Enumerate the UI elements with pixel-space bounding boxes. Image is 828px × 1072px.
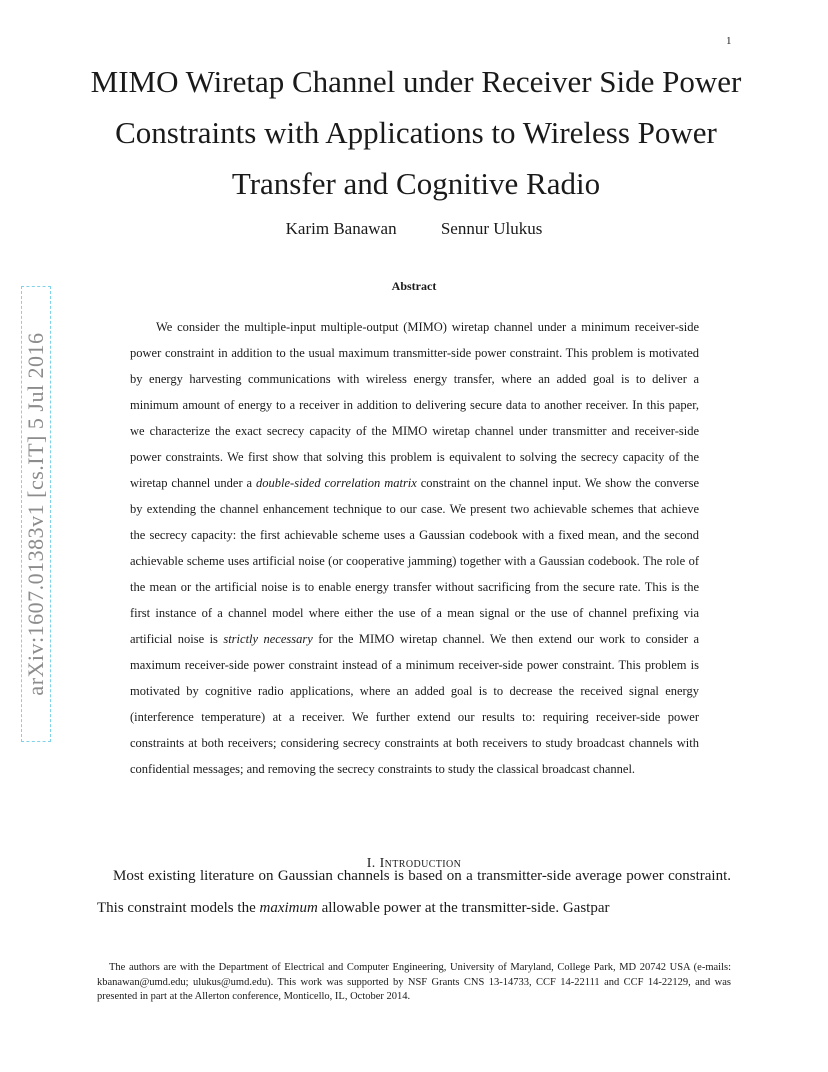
section-number: I. <box>366 856 376 871</box>
author-name: Karim Banawan <box>285 219 397 238</box>
abstract-text-part: We consider the multiple-input multiple-output (MIMO) wiretap channel under a minimum receiver-side power constraint in addition to the usual maximum transmitter-side power constraint. This problem is motivated by energy harvesting communications with wireless energy transfer, where an added goal is to deliver a minimum amount of energy to a receiver in addition to delivering secure data to another receiver. In this paper, we characterize the exact secrecy capacity of the MIMO wiretap channel under transmitter and receiver-side power constraints. We first show that solving this problem is equivalent to solving the secrecy capacity of the wiretap channel under a <box>130 320 699 490</box>
section-title: Introduction <box>379 856 462 871</box>
abstract-text <box>130 314 699 782</box>
intro-emphasis: maximum <box>259 900 318 916</box>
abstract-emphasis: strictly necessary <box>223 632 313 646</box>
intro-text-part: allowable power at the transmitter-side. Gastpar <box>317 900 610 916</box>
page-number: 1 <box>726 35 732 47</box>
introduction-text <box>97 860 731 924</box>
intro-text-part: Most existing literature on Gaussian channels is based on a transmitter-side average power constraint. This constraint models the <box>97 868 731 916</box>
arxiv-stamp <box>21 286 51 742</box>
abstract-text-part: for the MIMO wiretap channel. We then extend our work to consider a maximum receiver-side power constraint instead of a minimum receiver-side power constraint. This problem is motivated by cognitive radio applications, where an added goal is to decrease the received signal energy (interference temperature) at a receiver. We further extend our results to: requiring receiver-side power constraints at both receivers; considering secrecy constraints at both receivers to study broadcast channels with confidential messages; and removing the secrecy constraints to study the classical broadcast channel. <box>130 632 699 776</box>
author-footnote: The authors are with the Department of Electrical and Computer Engineering, University of Maryland, College Park, MD 20742 USA (e-mails: kbanawan@umd.edu; ulukus@umd.edu). This work was supported by NSF Grants CNS 13-14733, CCF 14-22111 and CCF 14-22129, and was presented in part at the Allerton conference, Monticello, IL, October 2014. <box>97 962 731 1002</box>
author-list <box>0 219 828 239</box>
arxiv-identifier: arXiv:1607.01383v1 [cs.IT] 5 Jul 2016 <box>23 332 48 696</box>
abstract-emphasis: double-sided correlation matrix <box>256 476 417 490</box>
author-name: Sennur Ulukus <box>440 219 543 238</box>
abstract-heading: Abstract <box>391 279 437 293</box>
abstract-text-part: constraint on the channel input. We show the converse by extending the channel enhancement technique to our case. We present two achievable schemes that achieve the secrecy capacity: the first achievable scheme uses a Gaussian codebook with a fixed mean, and the second achievable scheme uses artificial noise (or cooperative jamming) together with a Gaussian codebook. The role of the mean or the artificial noise is to enable energy transfer without sacrificing from the secure rate. This is the first instance of a channel model where either the use of a mean signal or the use of channel prefixing via artificial noise is <box>130 476 699 646</box>
paper-title: MIMO Wiretap Channel under Receiver Side Power Constraints with Applications to Wireless Power Transfer and Cognitive Radio <box>90 64 742 201</box>
